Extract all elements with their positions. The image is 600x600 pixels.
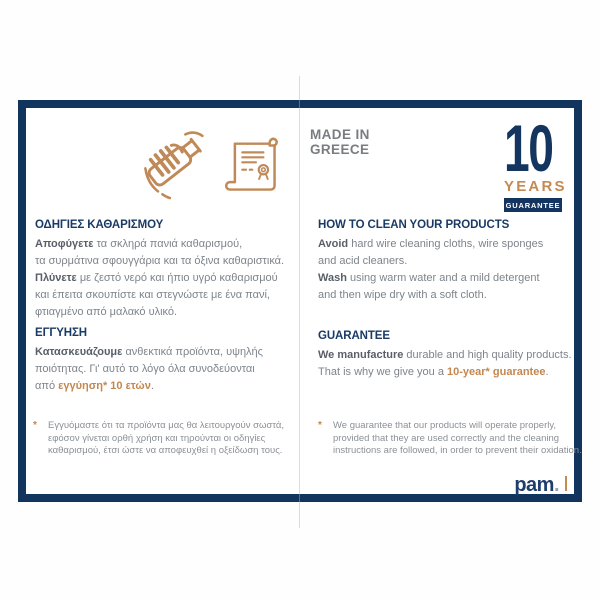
fold-line [299, 76, 300, 528]
lead-word: We manufacture [318, 349, 404, 361]
section-cleaning-greek [35, 219, 284, 321]
certificate-scroll-icon [220, 124, 282, 208]
made-in-line2: GREECE [310, 142, 370, 157]
text-line: ποιότητας. Γι' αυτό το λόγο όλα συνοδεύονται [35, 363, 255, 375]
line-text: με ζεστό νερό και ήπιο υγρό καθαρισμού [76, 272, 278, 284]
text-line [35, 236, 284, 253]
text-line [35, 344, 263, 361]
line-text: hard wire cleaning cloths, wire sponges [348, 238, 544, 250]
text-line: και έπειτα σκουπίστε και στεγνώστε με ένα πανί, [35, 289, 270, 301]
lead-word: Wash [318, 272, 347, 284]
footnote-greek [33, 420, 284, 458]
text-line: and then wipe dry with a soft cloth. [318, 289, 487, 301]
footnote-body [48, 420, 284, 458]
section-title: GUARANTEE [318, 330, 390, 342]
badge-years-label: YEARS [504, 178, 567, 196]
made-in-greece-label [310, 127, 370, 157]
text-line [318, 364, 572, 381]
footnote-asterisk: * [318, 420, 322, 431]
footnote-line: provided that they are used correctly and the cleaning [333, 432, 560, 444]
cleaning-cloth-hand-icon [138, 120, 212, 208]
line-text: ανθεκτικά προϊόντα, υψηλής [122, 346, 263, 358]
section-title: HOW TO CLEAN YOUR PRODUCTS [318, 219, 510, 231]
highlight-10-years: εγγύηση* 10 ετών [58, 380, 151, 392]
footnote-line: We guarantee that our products will operate properly, [333, 420, 557, 431]
made-in-line1: MADE IN [310, 127, 370, 142]
section-cleaning-english [318, 219, 543, 304]
lead-word: Αποφύγετε [35, 238, 94, 250]
section-title: ΕΓΓΥΗΣΗ [35, 327, 87, 339]
footnote-line: instructions are followed, in order to prevent their oxidation. [333, 445, 582, 456]
footnote-line: Εγγυόμαστε ότι τα προϊόντα μας θα λειτουργούν σωστά, [48, 420, 285, 431]
line-text: . [150, 380, 154, 392]
text-line [318, 347, 572, 364]
text-line [318, 236, 543, 253]
section-title: ΟΔΗΓΙΕΣ ΚΑΘΑΡΙΣΜΟΥ [35, 219, 164, 231]
text-line [318, 270, 543, 287]
text-line: and acid cleaners. [318, 255, 408, 267]
text-line [35, 378, 263, 395]
lead-word: Πλύνετε [35, 272, 77, 284]
badge-guarantee-bar: GUARANTEE [504, 198, 562, 212]
lead-word: Avoid [318, 238, 349, 250]
line-text: τα σκληρά πανιά καθαρισμού, [93, 238, 243, 250]
section-guarantee-english [318, 330, 572, 381]
line-text: . [545, 366, 549, 378]
text-line: τα συρμάτινα σφουγγάρια και τα όξινα καθαριστικά. [35, 255, 285, 267]
section-guarantee-greek [35, 327, 263, 395]
footnote-body [333, 420, 582, 458]
pam-logo-bar [565, 476, 567, 491]
footnote-asterisk: * [33, 420, 37, 431]
footnote-line: καθαρισμού, έτσι ώστε να αποφευχθεί η οξείδωση τους. [48, 445, 283, 456]
lead-word: Κατασκευάζουμε [35, 346, 123, 358]
ten-years-guarantee-badge [504, 111, 567, 212]
pam-logo-dot: . [553, 474, 559, 496]
footnote-english [318, 420, 582, 458]
line-text: durable and high quality products. [403, 349, 572, 361]
line-text: That is why we give you a [318, 366, 448, 378]
text-line: φτιαγμένο από μαλακό υλικό. [35, 306, 178, 318]
line-text: από [35, 380, 59, 392]
text-line [35, 270, 284, 287]
pam-logo-text: pam [514, 474, 554, 496]
highlight-10-year: 10-year* guarantee [447, 366, 546, 378]
badge-number: 10 [504, 111, 553, 185]
line-text: using warm water and a mild detergent [346, 272, 540, 284]
pam-logo [514, 474, 567, 497]
footnote-line: εφόσον γίνεται ορθή χρήση και τηρούνται οι οδηγίες [48, 432, 266, 444]
